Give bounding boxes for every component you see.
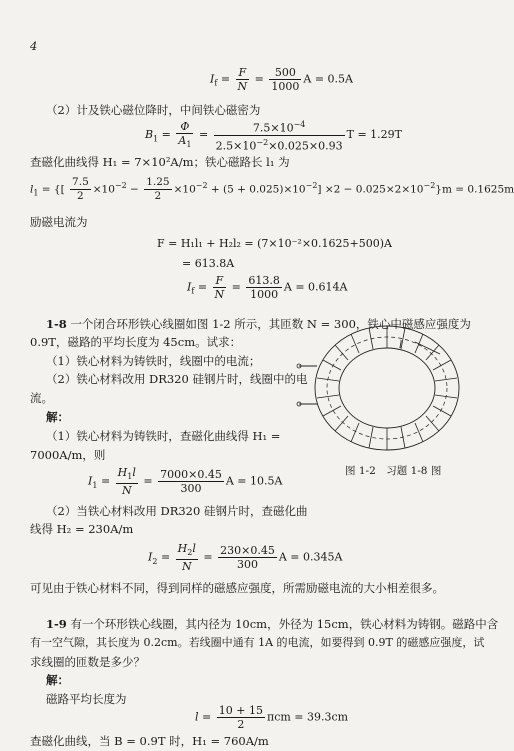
equation-i1: $I_1$ = $\frac{H_1l}{N}$ = $\frac{7000\times 0.45}{300}$ A = 10.5A bbox=[88, 466, 283, 498]
problem-1-9-line1: 1-9 有一个环形铁心线圈，其内径为 10cm，外径为 15cm，铁心材料为铸钢。磁路中含 bbox=[46, 617, 499, 631]
problem-1-8-q2b: 流。 bbox=[30, 391, 53, 405]
problem-1-8-q1: （1）铁心材料为铸铁时，线圈中的电流； bbox=[46, 354, 261, 368]
equation-excitation-current-1: $I_f$ = $\frac{F}{N}$ = $\frac{500}{1000}$ A = 0.5A bbox=[210, 66, 353, 93]
solution-label-1-9: 解： bbox=[46, 673, 69, 687]
equation-F: F = H₁l₁ + H₂l₂ = (7×10⁻²×0.1625+500)A bbox=[157, 237, 392, 250]
figure-caption: 图 1-2 习题 1-8 图 bbox=[345, 465, 442, 477]
equation-i2: $I_2$ = $\frac{H_2l}{N}$ = $\frac{230\times 0.45}{300}$ A = 0.345A bbox=[148, 542, 343, 574]
solution-1-9-line2: 查磁化曲线，当 B = 0.9T 时，H₁ = 760A/m bbox=[30, 734, 269, 748]
problem-1-8-q2a: （2）铁心材料改用 DR320 硅钢片时，线圈中的电 bbox=[46, 372, 308, 386]
solution-label-1-8: 解： bbox=[46, 410, 69, 424]
solution-1-8-step1a: （1）铁心材料为铸铁时，查磁化曲线得 H₁ = bbox=[46, 429, 281, 443]
solution-1-9-line1: 磁路平均长度为 bbox=[46, 692, 127, 706]
toroid-coil-diagram bbox=[295, 318, 475, 460]
step2-text: （2）计及铁心磁位降时，中间铁心磁密为 bbox=[46, 103, 261, 117]
solution-1-8-step2a: （2）当铁心材料改用 DR320 硅钢片时，查磁化曲 bbox=[46, 504, 308, 518]
text-h1: 查磁化曲线得 H₁ = 7×10²A/m；铁心磁路长 l₁ 为 bbox=[30, 155, 290, 169]
solution-1-8-step2b: 线得 H₂ = 230A/m bbox=[30, 522, 134, 536]
problem-1-8-line1: 1-8 一个闭合环形铁心线圈如图 1-2 所示，其匝数 N = 300，铁心中磁感应强度为 bbox=[46, 317, 471, 331]
page-number: 4 bbox=[30, 39, 38, 53]
conclusion-1-8: 可见由于铁心材料不同，得到同样的磁感应强度，所需励磁电流的大小相差很多。 bbox=[30, 581, 444, 595]
equation-l1: $l_1$ = {[ $\frac{7.5}{2}$ $\times 10^{-2}$ − $\frac{1.25}{2}$ $\times 10^{-2} + (5 + 0.025)\times 10^{-2}] \times 2 - 0.025\times 2\times 10^{-2}\}m = 0.1625m$ bbox=[30, 176, 514, 202]
equation-F-result: = 613.8A bbox=[182, 257, 235, 270]
figure-toroid bbox=[295, 318, 475, 460]
equation-mean-length: l = $\frac{10 + 15}{2}$ πcm = 39.3cm bbox=[195, 704, 349, 731]
solution-1-8-step1b: 7000A/m，则 bbox=[30, 448, 106, 462]
figure-label-l: l bbox=[399, 340, 403, 351]
text-excitation: 励磁电流为 bbox=[30, 215, 88, 229]
equation-excitation-current-2: $I_f$ = $\frac{F}{N}$ = $\frac{613.8}{1000}$ A = 0.614A bbox=[187, 274, 348, 301]
equation-b1: $B_1$ = $\frac{\Phi}{A_1}$ = $\frac{7.5\times 10^{-4}}{2.5\times 10^{-2}\times 0.025\times 0.93}$ T = 1.29T bbox=[145, 119, 402, 153]
problem-1-9-line2: 有一空气隙，其长度为 0.2cm。若线圈中通有 1A 的电流，如要得到 0.9T 的磁感应强度，试 bbox=[30, 636, 485, 649]
problem-1-9-line3: 求线圈的匝数是多少？ bbox=[30, 655, 145, 669]
problem-1-8-line2: 0.9T，磁路的平均长度为 45cm。试求： bbox=[30, 335, 242, 349]
